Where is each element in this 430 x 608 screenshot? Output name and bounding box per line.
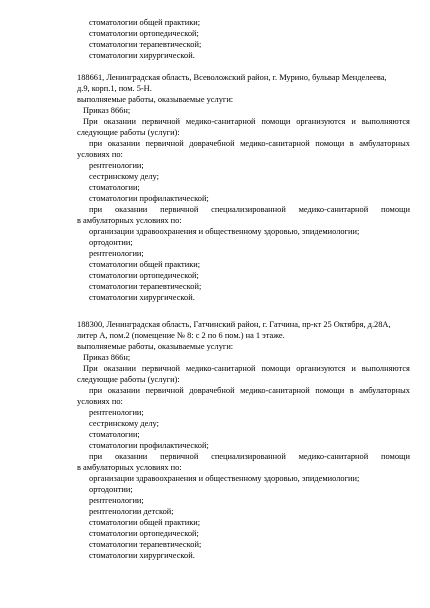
address-line: литер А, пом.2 (помещение № 8: с 2 по 6 пом.) на 1 этаже. (77, 331, 285, 340)
list-item: стоматологии ортопедической; (89, 529, 199, 538)
list-item: ортодонтии; (89, 238, 133, 247)
works-heading: выполняемые работы, оказываемые услуги: (77, 342, 234, 351)
list-item: рентгенологии; (89, 249, 144, 258)
list-item: стоматологии хирургической. (89, 51, 195, 60)
list-item: рентгенологии; (89, 496, 144, 505)
justified-line: при оказании первичной специализированной медико-санитарной помощи (89, 452, 410, 461)
list-item: стоматологии терапевтической; (89, 540, 202, 549)
justified-line: При оказании первичной медико-санитарной помощи организуются и выполняются (83, 117, 410, 126)
paragraph-line: в амбулаторных условиях по: (77, 463, 182, 472)
address-line: 188661, Ленинградская область, Всеволожский район, г. Мурино, бульвар Менделеева, (77, 73, 387, 82)
list-item: стоматологии терапевтической; (89, 282, 202, 291)
paragraph-line: следующие работы (услуги): (77, 375, 180, 384)
list-item: рентгенологии; (89, 161, 144, 170)
list-item: стоматологии ортопедической; (89, 271, 199, 280)
list-item: сестринскому делу; (89, 419, 159, 428)
list-item: рентгенологии детской; (89, 507, 174, 516)
list-item: стоматологии терапевтической; (89, 40, 202, 49)
list-item: организации здравоохранения и общественному здоровью, эпидемиологии; (89, 227, 360, 236)
list-item: стоматологии; (89, 183, 140, 192)
list-item: организации здравоохранения и общественному здоровью, эпидемиологии; (89, 474, 360, 483)
list-item: стоматологии хирургической. (89, 551, 195, 560)
paragraph-line: в амбулаторных условиях по: (77, 216, 182, 225)
address-line: 188300, Ленинградская область, Гатчинский район, г. Гатчина, пр-кт 25 Октября, д.28А, (77, 320, 391, 329)
list-item: стоматологии ортопедической; (89, 29, 199, 38)
list-item: сестринскому делу; (89, 172, 159, 181)
list-item: рентгенологии; (89, 408, 144, 417)
works-heading: выполняемые работы, оказываемые услуги: (77, 95, 234, 104)
justified-line: при оказании первичной доврачебной медико-санитарной помощи в амбулаторных (89, 386, 410, 395)
order-line: Приказ 866н; (83, 353, 131, 362)
paragraph-line: следующие работы (услуги): (77, 128, 180, 137)
list-item: стоматологии профилактической; (89, 441, 209, 450)
list-item: стоматологии общей практики; (89, 18, 201, 27)
list-item: стоматологии общей практики; (89, 260, 201, 269)
list-item: ортодонтии; (89, 485, 133, 494)
paragraph-line: условиях по: (77, 150, 123, 159)
justified-line: При оказании первичной медико-санитарной помощи организуются и выполняются (83, 364, 410, 373)
paragraph-line: условиях по: (77, 397, 123, 406)
list-item: стоматологии профилактической; (89, 194, 209, 203)
list-item: стоматологии хирургической. (89, 293, 195, 302)
list-item: стоматологии общей практики; (89, 518, 201, 527)
address-line: д.9, корп.1, пом. 5-Н. (77, 84, 152, 93)
order-line: Приказ 866н; (83, 106, 131, 115)
justified-line: при оказании первичной доврачебной медико-санитарной помощи в амбулаторных (89, 139, 410, 148)
list-item: стоматологии; (89, 430, 140, 439)
justified-line: при оказании первичной специализированной медико-санитарной помощи (89, 205, 410, 214)
